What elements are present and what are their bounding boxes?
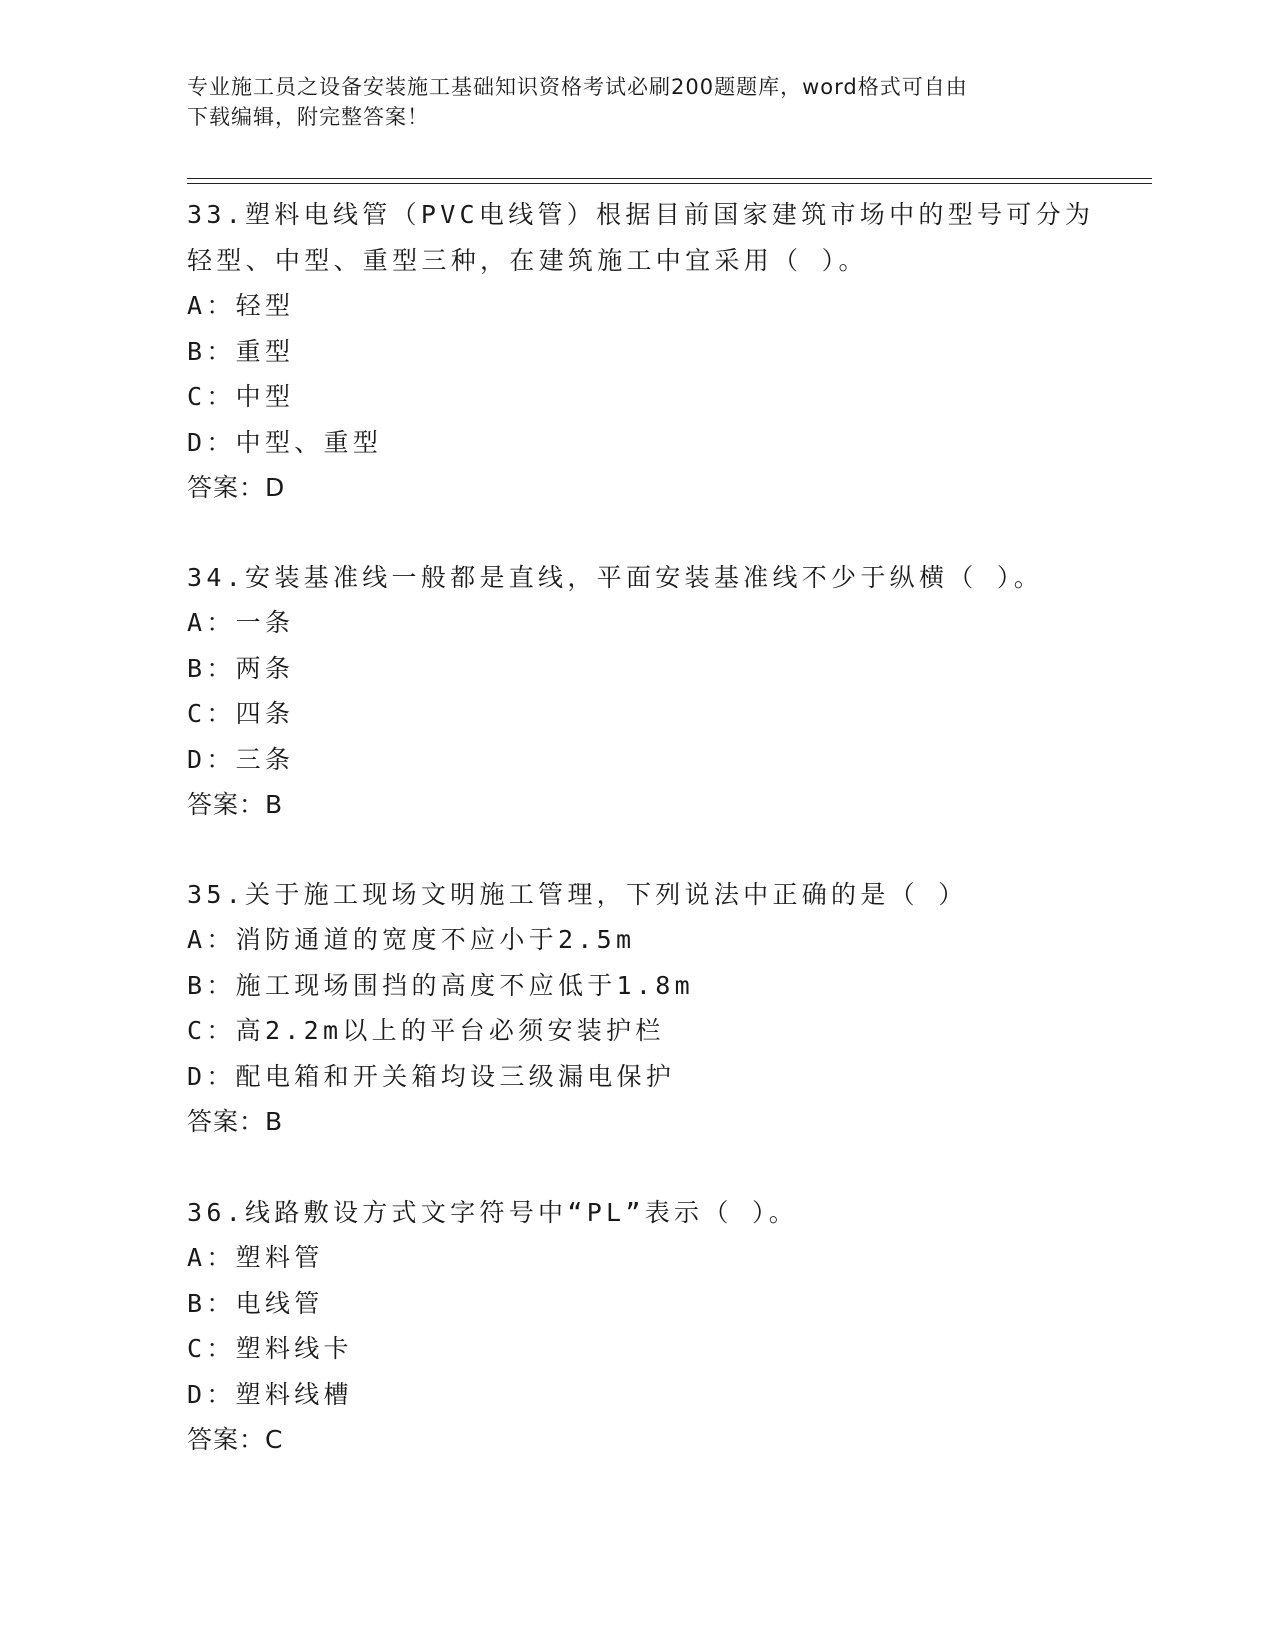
question-33 <box>187 192 1095 511</box>
answer: 答案：D <box>187 473 286 502</box>
header-divider-top <box>187 178 1152 179</box>
answer: 答案：C <box>187 1425 284 1454</box>
option-a: A：塑料管 <box>187 1243 324 1272</box>
document-header <box>187 72 1067 132</box>
option-c: C：高2.2m以上的平台必须安装护栏 <box>187 1016 665 1045</box>
question-stem: 35.关于施工现场文明施工管理，下列说法中正确的是（ ） <box>187 879 968 909</box>
option-d: D：三条 <box>187 744 295 774</box>
question-stem: 33.塑料电线管（PVC电线管）根据目前国家建筑市场中的型号可分为 <box>187 200 1095 229</box>
question-stem-continued: 轻型、中型、重型三种，在建筑施工中宜采用（ ）。 <box>187 245 868 275</box>
option-b: B：两条 <box>187 653 295 683</box>
header-line-2: 下载编辑，附完整答案！ <box>187 105 429 129</box>
option-c: C：四条 <box>187 699 295 728</box>
option-d: D：中型、重型 <box>187 427 383 457</box>
option-d: D：配电箱和开关箱均设三级漏电保护 <box>187 1061 676 1091</box>
option-d: D：塑料线槽 <box>187 1379 353 1409</box>
question-stem: 36.线路敷设方式文字符号中“PL”表示（ ）。 <box>187 1197 799 1227</box>
header-divider-bottom <box>187 183 1152 184</box>
option-b: B：电线管 <box>187 1288 324 1318</box>
question-list <box>187 192 1095 1463</box>
option-b: B：重型 <box>187 336 295 366</box>
question-34 <box>187 555 1087 828</box>
option-a: A：轻型 <box>187 291 295 320</box>
question-36 <box>187 1190 1087 1463</box>
spacer <box>187 511 1087 555</box>
question-stem: 34.安装基准线一般都是直线，平面安装基准线不少于纵横（ ）。 <box>187 562 1044 592</box>
spacer <box>187 1145 1087 1190</box>
answer: 答案：B <box>187 790 284 819</box>
option-b: B：施工现场围挡的高度不应低于1.8m <box>187 970 694 1000</box>
option-c: C：塑料线卡 <box>187 1334 353 1363</box>
option-c: C：中型 <box>187 382 295 411</box>
option-a: A：一条 <box>187 608 295 637</box>
answer: 答案：B <box>187 1107 284 1136</box>
header-line-1: 专业施工员之设备安装施工基础知识资格考试必刷200题题库，word格式可自由 <box>187 75 968 99</box>
spacer <box>187 828 1087 872</box>
question-35 <box>187 872 1087 1145</box>
option-a: A：消防通道的宽度不应小于2.5m <box>187 925 636 954</box>
